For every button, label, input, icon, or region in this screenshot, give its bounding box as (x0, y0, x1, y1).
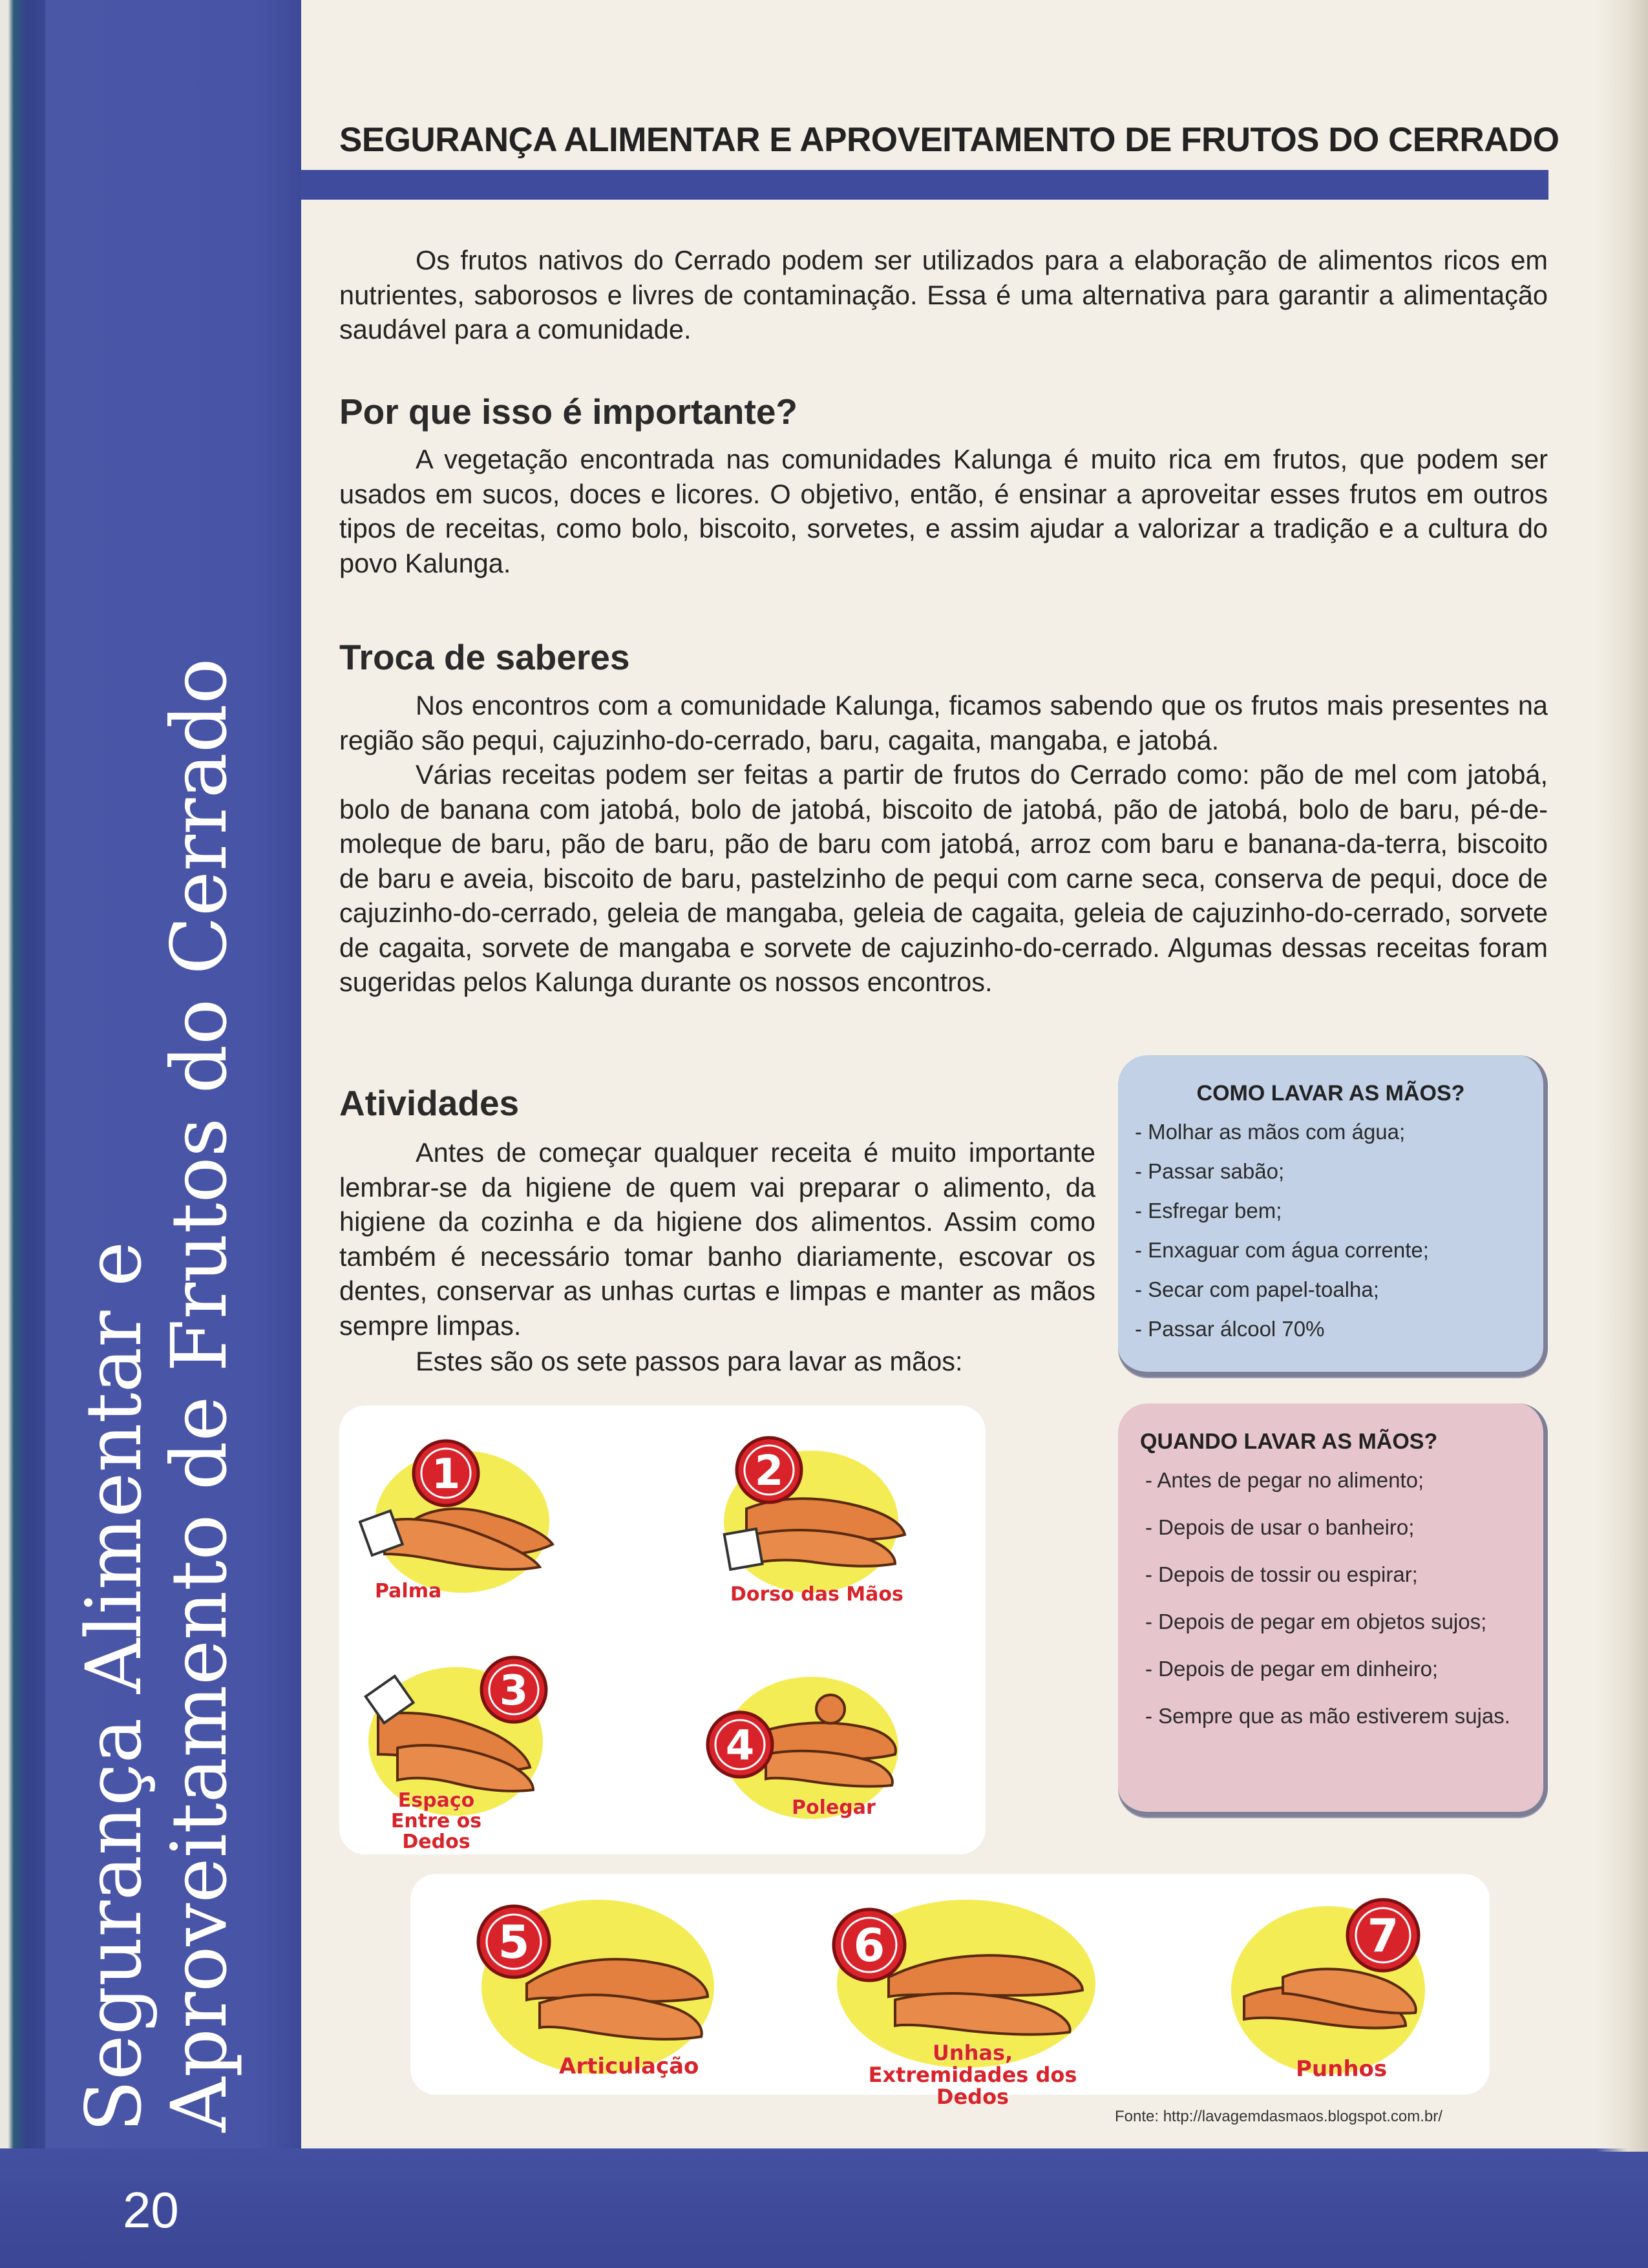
handwash-step-1 (359, 1425, 572, 1612)
importance-paragraph: A vegetação encontrada nas comunidades Kalunga é muito rica em frutos, que podem ser usados em sucos, doces e licores. O objetivo, então, é ensinar a aproveitar esses frutos em outros tipos de receitas, como bolo, biscoito, sorvetes, e assim ajudar a valorizar a tradição e a cultura do povo Kalunga. (339, 444, 1548, 578)
handwash-step-5 (456, 1887, 727, 2087)
how-to-wash-list (1135, 1120, 1517, 1341)
handwash-steps-panel-2 (410, 1874, 1490, 2109)
list-item: - Depois de pegar em objetos sujos; (1145, 1610, 1487, 1633)
list-item: - Depois de tossir ou espirar; (1145, 1562, 1418, 1586)
list-item: - Esfregar bem; (1135, 1199, 1282, 1223)
list-item: - Sempre que as mão estiverem sujas. (1145, 1704, 1510, 1728)
list-item: - Depois de usar o banheiro; (1145, 1515, 1415, 1539)
page-title: SEGURANÇA ALIMENTAR E APROVEITAMENTO DE FRUTOS DO CERRADO (339, 121, 1559, 159)
step-caption: Unhas, Extremidades dos Dedos (868, 2041, 1077, 2109)
handwash-step-2 (708, 1425, 921, 1612)
when-to-wash-box (1118, 1403, 1548, 1817)
step-number: 5 (498, 1916, 530, 1969)
knowledge-paragraph-1: Nos encontros com a comunidade Kalunga, ficamos sabendo que os frutos mais presentes na região são pequi, cajuzinho-do-cerrado, baru, cagaita, mangaba, e jatobá. (339, 690, 1548, 755)
step-caption: Articulação (559, 2053, 699, 2079)
page-curl-shadow (1596, 0, 1648, 2152)
handwash-step-3 (359, 1644, 572, 1853)
page-edge (0, 0, 45, 2268)
list-item: - Passar álcool 70% (1135, 1317, 1325, 1341)
header-rule (301, 170, 1548, 200)
when-to-wash-title: QUANDO LAVAR AS MÃOS? (1140, 1429, 1438, 1454)
when-to-wash-list (1144, 1469, 1517, 1728)
source-credit: Fonte: http://lavagemdasmaos.blogspot.com.br/ (1115, 2108, 1442, 2125)
heading-activities: Atividades (339, 1083, 520, 1123)
handwash-steps-panel-1 (339, 1405, 986, 1854)
step-number: 2 (754, 1447, 784, 1495)
sidebar-title-line-1: Segurança Alimentar e (69, 1241, 158, 2132)
heading-knowledge: Troca de saberes (339, 637, 630, 677)
step-number: 3 (499, 1667, 529, 1715)
sidebar-title (69, 658, 265, 2132)
sidebar-title-line-2: Aproveitamento de Frutos do Cerrado (154, 658, 244, 2132)
list-item: - Depois de pegar em dinheiro; (1145, 1657, 1439, 1681)
how-to-wash-box (1118, 1055, 1548, 1377)
step-caption: Polegar (792, 1796, 876, 1819)
handwash-step-4 (701, 1664, 914, 1838)
list-item: - Antes de pegar no alimento; (1145, 1468, 1424, 1492)
knowledge-paragraph-2: Várias receitas podem ser feitas a partir de frutos do Cerrado como: pão de mel com jatobá, bolo de banana com jatobá, bolo de jatobá, biscoito de jatobá, pão de jatobá, bolo de baru, pé-de-moleque de baru, pão de baru, pão de baru com jatobá, arroz com baru e banana-da-terra, biscoito de baru e aveia, biscoito de baru, pastelzinho de pequi com carne seca, conserva de pequi, doce de cajuzinho-do-cerrado, geleia de mangaba, geleia de cagaita, geleia de cajuzinho-do-cerrado, sorvete de cagaita, sorvete de mangaba e sorvete de cajuzinho-do-cerrado. Algumas dessas receitas foram sugeridas pelos Kalunga durante os nossos encontros. (339, 759, 1548, 997)
list-item: - Molhar as mãos com água; (1135, 1120, 1406, 1144)
step-caption: Dorso das Mãos (730, 1583, 903, 1606)
handwash-step-6 (811, 1887, 1108, 2109)
heading-importance: Por que isso é importante? (339, 392, 798, 432)
step-number: 7 (1367, 1909, 1399, 1962)
list-item: - Enxaguar com água corrente; (1135, 1238, 1429, 1262)
handwash-step-7 (1225, 1887, 1444, 2087)
how-to-wash-title: COMO LAVAR AS MÃOS? (1196, 1081, 1465, 1106)
activities-paragraph-1: Antes de começar qualquer receita é muito importante lembrar-se da higiene de quem vai preparar o alimento, da higiene da cozinha e da higiene dos alimentos. Assim como também é necessário tomar banho diariamente, escovar os dentes, conservar as unhas curtas e limpas e manter as mãos sempre limpas. (339, 1137, 1095, 1341)
intro-paragraph: Os frutos nativos do Cerrado podem ser utilizados para a elaboração de alimentos ricos em nutrientes, saborosos e livres de contaminação. Essa é uma alternativa para garantir a alimentação saudável para a comunidade. (339, 245, 1548, 344)
step-number: 1 (431, 1451, 461, 1498)
activities-paragraph-2: Estes são os sete passos para lavar as mãos: (416, 1346, 963, 1376)
page-number: 20 (123, 2181, 179, 2238)
step-caption: Punhos (1296, 2056, 1388, 2082)
list-item: - Secar com papel-toalha; (1135, 1277, 1379, 1301)
list-item: - Passar sabão; (1135, 1159, 1285, 1183)
step-caption: Espaço Entre os Dedos (390, 1789, 482, 1853)
footer-band (0, 2148, 1648, 2268)
step-caption: Palma (375, 1580, 442, 1602)
step-number: 4 (725, 1722, 755, 1770)
step-number: 6 (853, 1919, 885, 1972)
